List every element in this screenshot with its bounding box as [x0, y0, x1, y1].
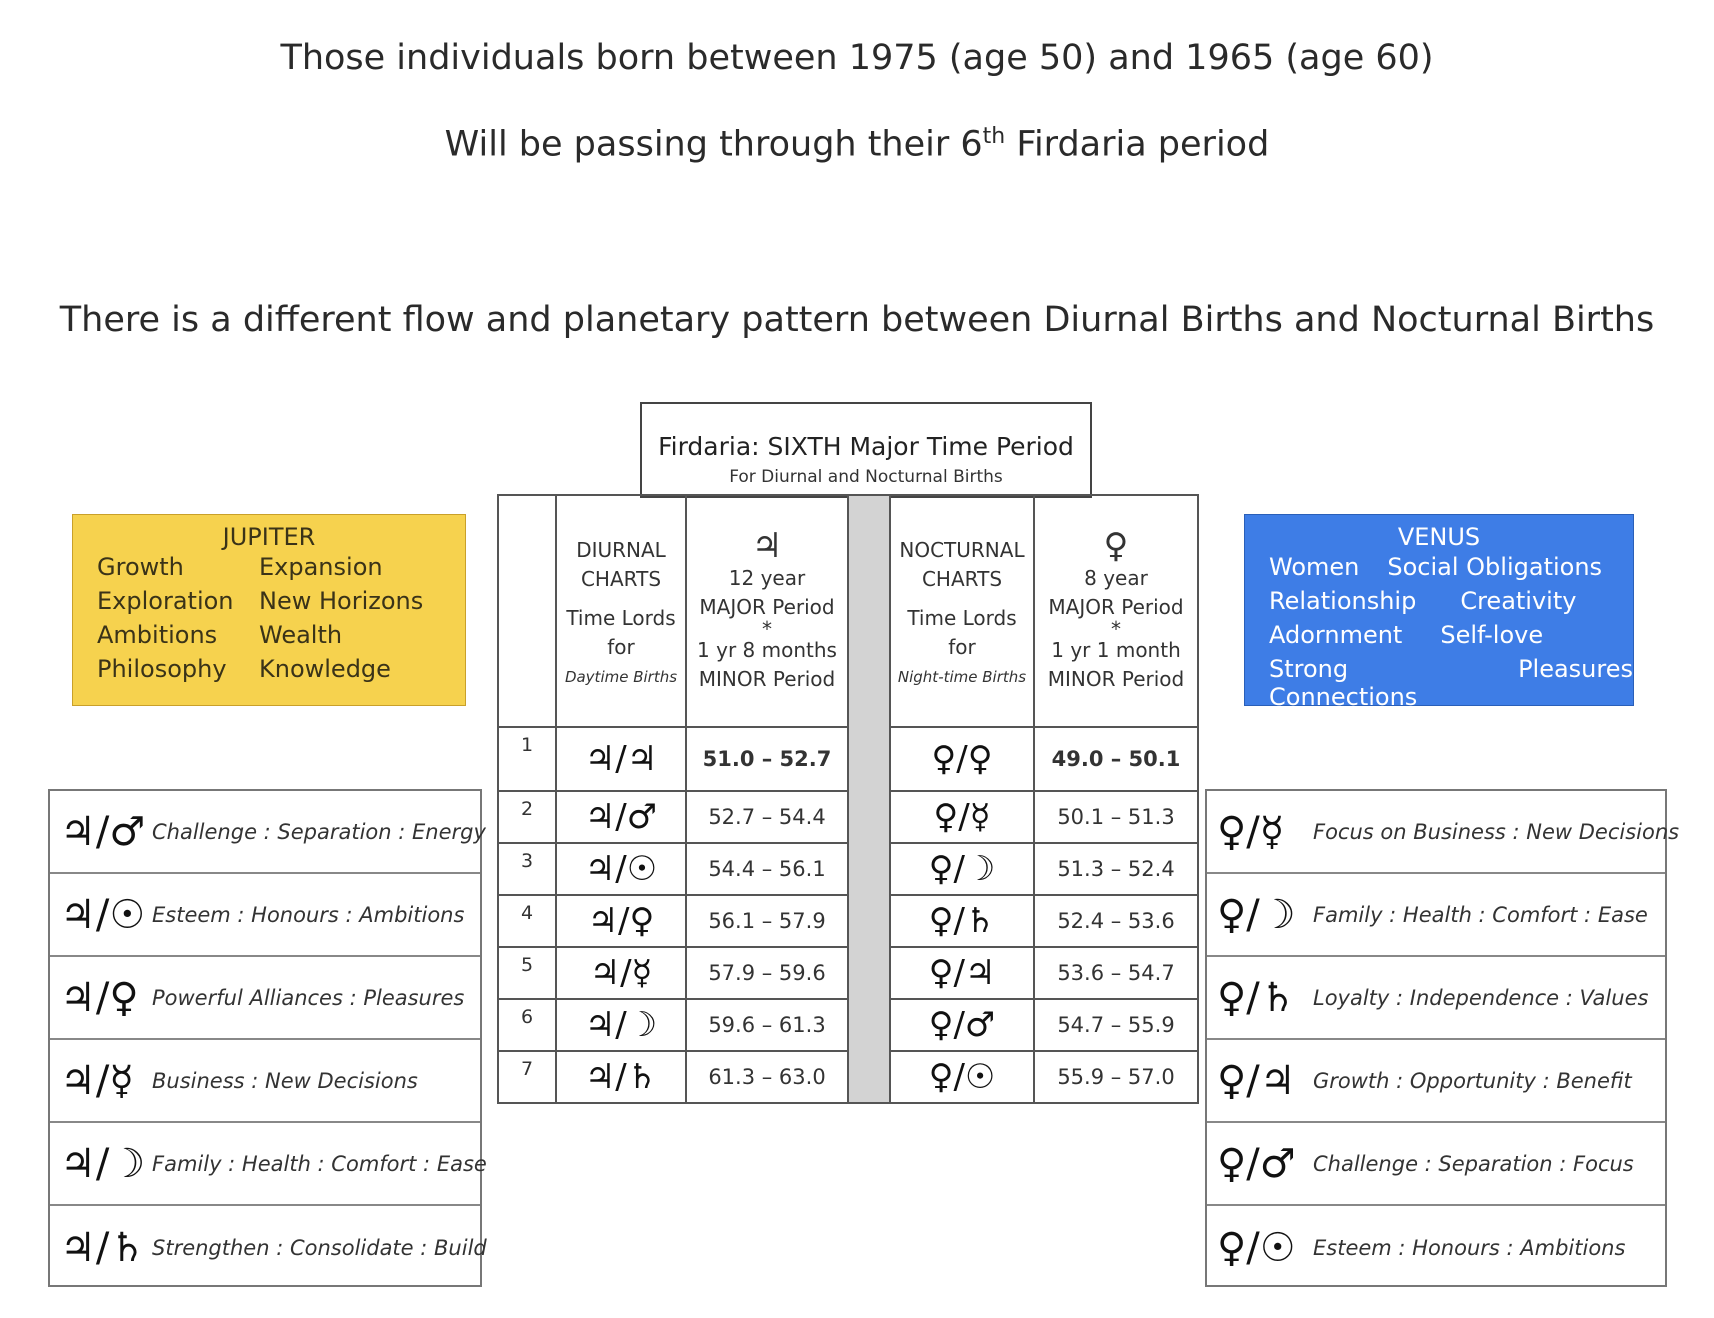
diurnal-symbol: ♃/♃: [556, 727, 686, 791]
nocturnal-symbol: ♀/♄: [890, 895, 1034, 947]
subperiod-description: Loyalty : Independence : Values: [1313, 985, 1649, 1010]
nocturnal-symbol: ♀/☽: [890, 843, 1034, 895]
diurnal-range: 52.7 – 54.4: [686, 791, 848, 843]
diurnal-header: DIURNAL CHARTS Time Lords for Daytime Births: [556, 495, 686, 727]
list-item: [1207, 957, 1665, 1040]
subperiod-description: Strengthen : Consolidate : Build: [152, 1235, 487, 1260]
keyword: Self-love: [1440, 621, 1544, 649]
keyword: Ambitions: [97, 621, 218, 649]
heading-line-3: There is a different flow and planetary pattern between Diurnal Births and Nocturnal Births: [59, 300, 1655, 340]
keyword: Philosophy: [97, 655, 227, 683]
subperiod-description: Challenge : Separation : Energy: [152, 819, 486, 844]
nocturnal-symbol: ♀/☉: [890, 1051, 1034, 1103]
list-item: [50, 1123, 487, 1206]
column-divider: [848, 495, 890, 1103]
nocturnal-range: 55.9 – 57.0: [1034, 1051, 1198, 1103]
subperiod-symbol: ♃/☿: [60, 1057, 134, 1104]
venus-title: VENUS: [1397, 523, 1481, 551]
jupiter-title: JUPITER: [222, 523, 316, 551]
row-number: 6: [498, 999, 556, 1051]
diurnal-symbol: ♃/♀: [556, 895, 686, 947]
diurnal-symbol: ♃/♄: [556, 1051, 686, 1103]
nocturnal-range: 51.3 – 52.4: [1034, 843, 1198, 895]
diurnal-range: 57.9 – 59.6: [686, 947, 848, 999]
subperiod-symbol: ♀/♄: [1217, 974, 1296, 1021]
nocturnal-symbol: ♀/♃: [890, 947, 1034, 999]
subperiod-description: Esteem : Honours : Ambitions: [152, 902, 465, 927]
heading-line-2-tail: Firdaria period: [1005, 124, 1270, 165]
subperiod-description: Powerful Alliances : Pleasures: [152, 985, 465, 1010]
nocturnal-symbol: ♀/♀: [890, 727, 1034, 791]
subperiod-symbol: ♀/☽: [1217, 891, 1296, 938]
diurnal-range: 54.4 – 56.1: [686, 843, 848, 895]
row-number: 2: [498, 791, 556, 843]
diurnal-symbol: ♃/♂: [556, 791, 686, 843]
heading-line-2-superscript: th: [982, 124, 1006, 149]
list-item: [50, 791, 486, 874]
subperiod-description: Family : Health : Comfort : Ease: [1313, 902, 1648, 927]
venus-keywords-box: [1244, 514, 1634, 711]
subperiod-symbol: ♀/♂: [1217, 1140, 1296, 1187]
row-number: 5: [498, 947, 556, 999]
diurnal-period-header: ♃ 12 year MAJOR Period * 1 yr 8 months MINOR Period: [686, 495, 848, 727]
keyword: Strong Connections: [1269, 655, 1418, 711]
list-item: [1207, 874, 1665, 957]
nocturnal-range: 53.6 – 54.7: [1034, 947, 1198, 999]
subperiod-symbol: ♃/☉: [60, 891, 146, 938]
heading-line-2-main: Will be passing through their 6: [444, 124, 983, 165]
nocturnal-range: 52.4 – 53.6: [1034, 895, 1198, 947]
subperiod-symbol: ♀/♃: [1217, 1057, 1296, 1104]
nocturnal-range: 50.1 – 51.3: [1034, 791, 1198, 843]
keyword: Expansion: [259, 553, 383, 581]
header-number-cell: [498, 495, 556, 727]
diurnal-symbol: ♃/☿: [556, 947, 686, 999]
list-item: [50, 957, 480, 1040]
keyword: Pleasures: [1518, 655, 1633, 683]
list-item: [1207, 791, 1680, 874]
keyword: Social Obligations: [1387, 553, 1603, 581]
table-title-box: [640, 402, 1092, 498]
list-item: [1207, 1206, 1665, 1289]
venus-glyph-icon: ♀: [1103, 526, 1129, 566]
keyword: Creativity: [1460, 587, 1577, 615]
diurnal-range: 59.6 – 61.3: [686, 999, 848, 1051]
row-number: 7: [498, 1051, 556, 1103]
venus-subperiod-list: [1205, 789, 1680, 1287]
diurnal-range: 61.3 – 63.0: [686, 1051, 848, 1103]
keyword: Growth: [97, 553, 184, 581]
heading-line-1: Those individuals born between 1975 (age 50) and 1965 (age 60): [280, 38, 1434, 78]
subperiod-symbol: ♃/♂: [60, 808, 146, 855]
jupiter-glyph-icon: ♃: [751, 526, 783, 566]
keyword: Women: [1269, 553, 1360, 581]
nocturnal-range: 49.0 – 50.1: [1034, 727, 1198, 791]
table-subtitle: For Diurnal and Nocturnal Births: [729, 467, 1003, 487]
subperiod-symbol: ♃/♄: [60, 1224, 146, 1271]
venus-keywords: [1245, 553, 1633, 711]
table-title: Firdaria: SIXTH Major Time Period: [658, 432, 1074, 461]
subperiod-symbol: ♀/☿: [1217, 808, 1285, 855]
subperiod-description: Focus on Business : New Decisions: [1313, 819, 1680, 844]
nocturnal-symbol: ♀/☿: [890, 791, 1034, 843]
list-item: [50, 1040, 480, 1123]
diurnal-range: 56.1 – 57.9: [686, 895, 848, 947]
subperiod-description: Growth : Opportunity : Benefit: [1313, 1068, 1632, 1093]
nocturnal-header: NOCTURNAL CHARTS Time Lords for Night-time Births: [890, 495, 1034, 727]
row-number: 3: [498, 843, 556, 895]
heading-line-2: [0, 124, 1714, 165]
keyword: Wealth: [259, 621, 343, 649]
row-number: 4: [498, 895, 556, 947]
keyword: New Horizons: [259, 587, 424, 615]
subperiod-symbol: ♃/♀: [60, 974, 139, 1021]
table-header-row: [498, 495, 1198, 727]
nocturnal-range: 54.7 – 55.9: [1034, 999, 1198, 1051]
row-number: 1: [498, 727, 556, 791]
list-item: [50, 1206, 487, 1289]
subperiod-description: Family : Health : Comfort : Ease: [152, 1151, 487, 1176]
keyword: Exploration: [97, 587, 234, 615]
jupiter-subperiod-list: [48, 789, 487, 1287]
nocturnal-symbol: ♀/♂: [890, 999, 1034, 1051]
diurnal-range: 51.0 – 52.7: [686, 727, 848, 791]
keyword: Knowledge: [259, 655, 391, 683]
list-item: [1207, 1040, 1665, 1123]
keyword: Relationship: [1269, 587, 1417, 615]
list-item: [1207, 1123, 1665, 1206]
subperiod-description: Esteem : Honours : Ambitions: [1313, 1235, 1626, 1260]
list-item: [50, 874, 480, 957]
jupiter-keywords: [73, 553, 465, 683]
subperiod-description: Challenge : Separation : Focus: [1313, 1151, 1634, 1176]
nocturnal-period-header: ♀ 8 year MAJOR Period * 1 yr 1 month MINOR Period: [1034, 495, 1198, 727]
subperiod-description: Business : New Decisions: [152, 1068, 418, 1093]
firdaria-table: [497, 494, 1199, 1104]
jupiter-keywords-box: [72, 514, 466, 706]
keyword: Adornment: [1269, 621, 1403, 649]
subperiod-symbol: ♀/☉: [1217, 1224, 1296, 1271]
diurnal-symbol: ♃/☉: [556, 843, 686, 895]
diurnal-symbol: ♃/☽: [556, 999, 686, 1051]
subperiod-symbol: ♃/☽: [60, 1140, 146, 1187]
